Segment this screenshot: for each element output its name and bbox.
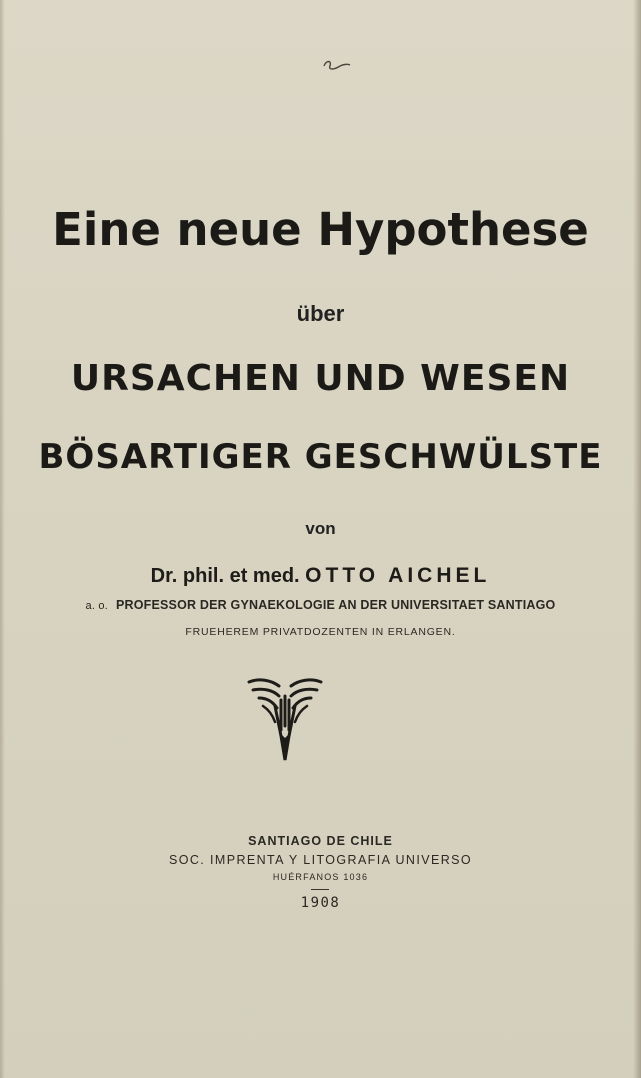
subtitle-line-1: URSACHEN UND WESEN xyxy=(70,358,571,399)
imprint-printer: SOC. IMPRENTA Y LITOGRAFIA UNIVERSO xyxy=(169,853,472,867)
by-label: von xyxy=(305,519,336,538)
page-edge-right xyxy=(633,0,641,1078)
imprint-place: SANTIAGO DE CHILE xyxy=(248,834,393,848)
author-name: OTTO AICHEL xyxy=(305,564,491,587)
imprint-divider xyxy=(311,889,329,890)
former-position: FRUEHEREM PRIVATDOZENTEN IN ERLANGEN. xyxy=(185,626,456,638)
imprint-address: HUÉRFANOS 1036 xyxy=(272,872,369,882)
page-edge-left xyxy=(0,0,5,1078)
author-degree: Dr. phil. et med. xyxy=(150,565,300,587)
title-connector: über xyxy=(296,301,345,326)
book-title: Eine neue Hypothese xyxy=(52,203,589,256)
subtitle-line-2: BÖSARTIGER GESCHWÜLSTE xyxy=(38,437,603,477)
printer-mark-icon xyxy=(245,676,325,764)
author-position xyxy=(0,598,641,612)
pencil-mark-icon xyxy=(318,52,354,76)
imprint-year: 1908 xyxy=(300,895,341,911)
position-text: PROFESSOR DER GYNAEKOLOGIE AN DER UNIVERSITAET SANTIAGO xyxy=(115,598,556,612)
author-line xyxy=(0,564,641,588)
position-prefix: a. o. xyxy=(85,600,108,612)
